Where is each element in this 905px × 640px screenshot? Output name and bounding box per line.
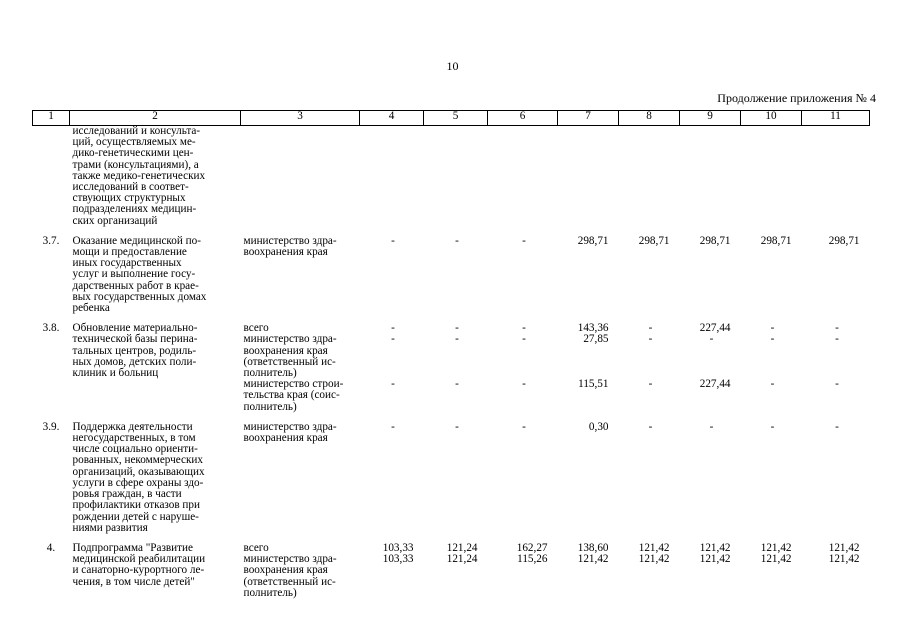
value-cell: 298,71	[638, 234, 670, 247]
table-row	[33, 126, 870, 227]
value-cell: -	[770, 378, 775, 391]
item-number: 3.7.	[42, 234, 60, 247]
value-cell: 298,71	[577, 234, 609, 247]
item-number	[33, 126, 70, 227]
table-header	[33, 111, 870, 126]
value-cell: -	[455, 333, 459, 346]
empty-cell	[488, 126, 558, 227]
value-cell: -	[391, 322, 395, 335]
item-number: 3.9.	[42, 420, 60, 433]
responsible-party: министерство здра- воохранения края (ответственный ис- полнитель)	[243, 553, 337, 599]
header-cell: 6	[488, 111, 558, 126]
value-cell: -	[770, 420, 775, 433]
item-name: Оказание медицинской по- мощи и предоставление иных государственных услуг и выполнение госу- дарственных работ в крае- вых государственных домах ребенка	[72, 234, 207, 315]
table-row	[33, 422, 870, 534]
value-cell: -	[455, 378, 459, 391]
value-cell: -	[391, 378, 395, 391]
value-cell: 121,24	[446, 541, 478, 554]
value-cell: 298,71	[760, 234, 792, 247]
value-cell: -	[391, 234, 395, 247]
header-cell: 5	[424, 111, 488, 126]
value-cell: 121,42	[638, 541, 670, 554]
value-cell: -	[648, 420, 653, 433]
value-cell: -	[835, 378, 839, 391]
value-cell: 121,42	[699, 541, 731, 554]
value-cell: -	[709, 333, 714, 346]
empty-cell	[241, 126, 360, 227]
responsible-party: министерство здра- воохранения края	[243, 420, 337, 445]
empty-cell	[424, 126, 488, 227]
value-cell: 143,36	[577, 322, 609, 335]
responsible-party: министерство строи- тельства края (соис- полнитель)	[243, 378, 344, 413]
value-cell: -	[455, 234, 459, 247]
empty-cell	[360, 126, 424, 227]
value-cell: -	[391, 420, 395, 433]
table-row	[33, 236, 870, 314]
value-cell: -	[522, 378, 526, 391]
header-cell: 11	[802, 111, 870, 126]
empty-cell	[741, 126, 802, 227]
value-cell: 121,24	[446, 553, 478, 566]
value-cell: 0,30	[588, 420, 609, 433]
value-cell: 103,33	[382, 541, 414, 554]
value-cell: 103,33	[382, 553, 414, 566]
value-cell: -	[648, 333, 653, 346]
item-number: 4.	[46, 541, 56, 554]
header-cell: 3	[241, 111, 360, 126]
value-cell: 121,42	[828, 553, 860, 566]
value-cell: 121,42	[638, 553, 670, 566]
value-cell: -	[522, 234, 526, 247]
value-cell: -	[455, 322, 459, 335]
empty-cell	[558, 126, 619, 227]
item-name: Обновление материально- технической базы перина- тальных центров, родиль- ных домов, детских поли- клиник и больниц	[72, 322, 198, 380]
value-cell: -	[648, 378, 653, 391]
value-cell: 121,42	[760, 553, 792, 566]
table-body	[33, 126, 870, 599]
item-name: Подпрограмма "Развитие медицинской реабилитации и санаторно-курортного ле- чения, в том числе детей"	[72, 541, 206, 588]
value-cell: -	[835, 420, 839, 433]
header-cell: 4	[360, 111, 424, 126]
header-cell: 10	[741, 111, 802, 126]
value-cell: -	[835, 333, 839, 346]
value-cell: -	[455, 420, 459, 433]
header-cell: 7	[558, 111, 619, 126]
value-cell: -	[709, 420, 714, 433]
value-cell: 121,42	[828, 541, 860, 554]
table-row	[33, 323, 870, 334]
responsible-party: министерство здра- воохранения края	[243, 234, 337, 259]
value-cell: 115,51	[578, 378, 609, 391]
item-number: 3.8.	[42, 322, 60, 335]
page-number: 10	[446, 59, 459, 73]
value-cell: 121,42	[760, 541, 792, 554]
value-cell: -	[770, 322, 775, 335]
value-cell: -	[770, 333, 775, 346]
value-cell: 227,44	[699, 322, 731, 335]
responsible-party: министерство здра- воохранения края (ответственный ис- полнитель)	[243, 333, 337, 380]
header-cell: 1	[33, 111, 70, 126]
empty-cell	[802, 126, 870, 227]
value-cell: 162,27	[516, 541, 548, 554]
value-cell: -	[391, 333, 395, 346]
responsible-party: всего	[243, 541, 269, 554]
item-name: Поддержка деятельности негосударственных, в том числе социально ориенти- рованных, некоммерческих организаций, оказывающих услуги в сфере охраны здо- ровья граждан, в части профилактики отказов при рождении детей с наруше- ниями развития	[72, 420, 205, 534]
empty-cell	[680, 126, 741, 227]
value-cell: 227,44	[699, 378, 731, 391]
responsible-party: всего	[243, 322, 269, 335]
value-cell: -	[522, 333, 526, 346]
empty-cell	[619, 126, 680, 227]
value-cell: 121,42	[699, 553, 731, 566]
budget-table	[32, 110, 870, 599]
header-cell: 9	[680, 111, 741, 126]
value-cell: 115,26	[517, 553, 548, 566]
value-cell: 298,71	[699, 234, 731, 247]
header-cell: 8	[619, 111, 680, 126]
value-cell: -	[522, 420, 526, 433]
value-cell: -	[648, 322, 653, 335]
value-cell: -	[835, 322, 839, 335]
value-cell: 138,60	[577, 541, 609, 554]
value-cell: -	[522, 322, 526, 335]
value-cell: 27,85	[583, 333, 609, 346]
continuation-label: Продолжение приложения № 4	[717, 91, 876, 105]
item-name: исследований и консульта- ций, осуществляемых ме- дико-генетическими цен- трами (консультациями), а также медико-генетических исследований в соответ- ствующих структурных подразделениях медицин- ских организаций	[72, 125, 206, 227]
value-cell: 298,71	[828, 234, 860, 247]
header-cell: 2	[70, 111, 241, 126]
value-cell: 121,42	[577, 553, 609, 566]
